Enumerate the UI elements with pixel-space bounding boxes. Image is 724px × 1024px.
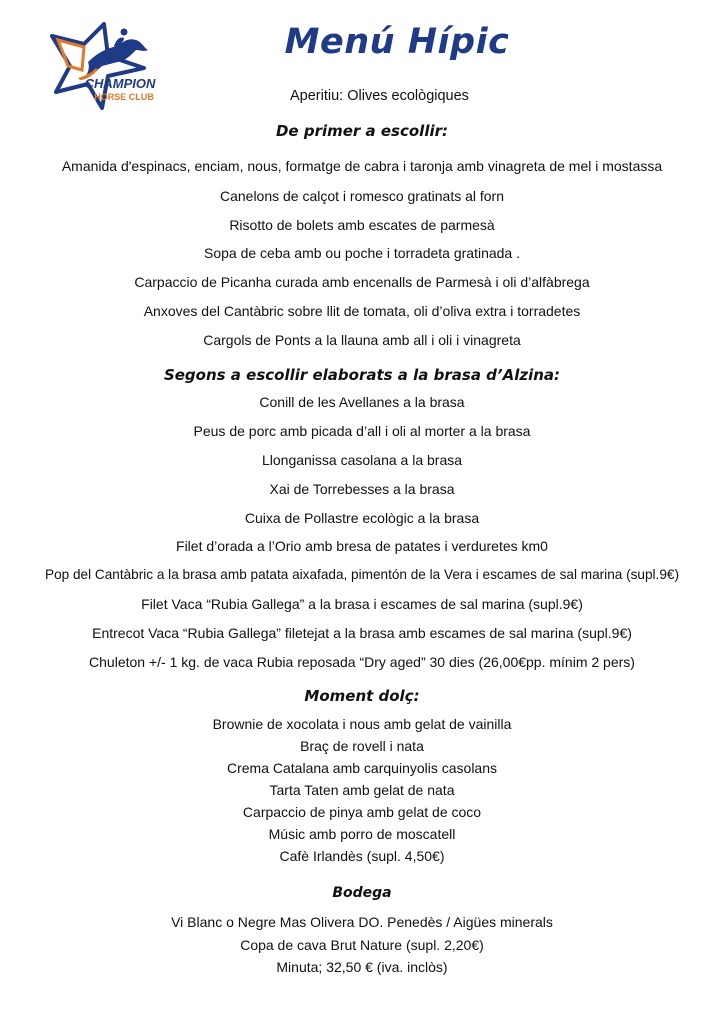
primers-item: Cargols de Ponts a la llauna amb all i oli i vinagreta xyxy=(203,332,521,348)
segons-item: Pop del Cantàbric a la brasa amb patata aixafada, pimentón de la Vera i escames de sal marina (supl.9€) xyxy=(45,567,679,582)
segons-item: Xai de Torrebesses a la brasa xyxy=(269,481,455,497)
postres-item: Braç de rovell i nata xyxy=(300,738,424,754)
postres-item: Músic amb porro de moscatell xyxy=(268,826,456,842)
bodega-heading: Bodega xyxy=(332,885,392,901)
bodega-item: Minuta; 32,50 € (iva. inclòs) xyxy=(276,959,448,975)
segons-item: Chuleton +/- 1 kg. de vaca Rubia reposada “Dry aged” 30 dies (26,00€pp. mínim 2 pers) xyxy=(89,654,635,670)
primers-heading: De primer a escollir: xyxy=(275,122,448,140)
bodega-item: Copa de cava Brut Nature (supl. 2,20€) xyxy=(240,937,484,953)
page-title: Menú Hípic xyxy=(284,22,510,62)
logo-line1: CHAMPION xyxy=(84,76,156,91)
segons-item: Cuixa de Pollastre ecològic a la brasa xyxy=(244,510,480,526)
segons-heading: Segons a escollir elaborats a la brasa d’Alzina: xyxy=(163,366,561,384)
segons-item: Peus de porc amb picada d’all i oli al morter a la brasa xyxy=(193,423,531,439)
segons-item: Filet d’orada a l’Orio amb bresa de patates i verduretes km0 xyxy=(176,538,548,554)
primers-item: Canelons de calçot i romesco gratinats al forn xyxy=(219,188,505,204)
primers-item: Anxoves del Cantàbric sobre llit de tomata, oli d’oliva extra i torradetes xyxy=(143,303,581,319)
primers-item: Amanida d'espinacs, enciam, nous, formatge de cabra i taronja amb vinagreta de mel i mostassa xyxy=(61,158,663,174)
segons-item: Entrecot Vaca “Rubia Gallega” filetejat a la brasa amb escames de sal marina (supl.9€) xyxy=(92,625,632,641)
logo-line2: HORSE CLUB xyxy=(94,92,154,102)
bodega-item: Vi Blanc o Negre Mas Olivera DO. Penedès / Aigües minerals xyxy=(171,914,553,930)
postres-item: Crema Catalana amb carquinyolis casolans xyxy=(226,760,498,776)
segons-item: Conill de les Avellanes a la brasa xyxy=(259,394,465,410)
aperitiu-line: Aperitiu: Olives ecològiques xyxy=(290,88,469,104)
segons-item: Llonganissa casolana a la brasa xyxy=(261,452,463,468)
primers-item: Carpaccio de Picanha curada amb encenalls de Parmesà i oli d’alfàbrega xyxy=(134,274,590,290)
postres-item: Brownie de xocolata i nous amb gelat de vainilla xyxy=(212,716,512,732)
postres-item: Cafè Irlandès (supl. 4,50€) xyxy=(279,848,445,864)
primers-item: Sopa de ceba amb ou poche i torradeta gratinada . xyxy=(204,245,520,261)
postres-item: Carpaccio de pinya amb gelat de coco xyxy=(242,804,482,820)
postres-item: Tarta Taten amb gelat de nata xyxy=(269,782,455,798)
postres-heading: Moment dolç: xyxy=(304,687,420,705)
primers-item: Risotto de bolets amb escates de parmesà xyxy=(229,217,495,233)
segons-item: Filet Vaca “Rubia Gallega” a la brasa i escames de sal marina (supl.9€) xyxy=(141,596,583,612)
